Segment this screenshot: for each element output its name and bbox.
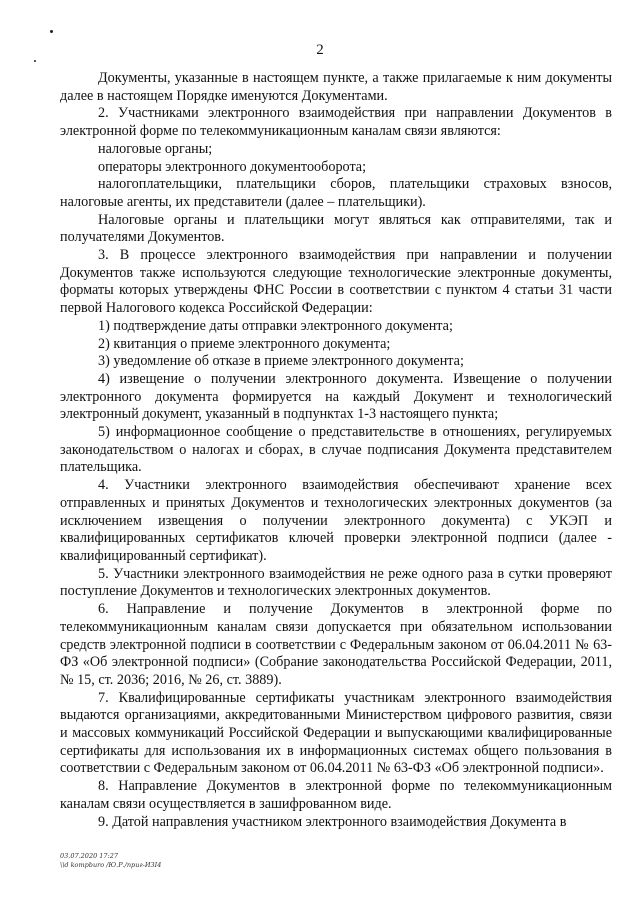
document-footer	[60, 852, 161, 870]
paragraph: 3) уведомление об отказе в приеме электронного документа;	[98, 353, 464, 370]
document-body	[60, 70, 612, 831]
paragraph: налоговые органы;	[98, 140, 213, 157]
paragraph: 8. Направление Документов в электронной форме по телекоммуникационным каналам связи осуществляется в зашифрованном виде.	[60, 778, 612, 812]
page-number: 2	[316, 42, 324, 58]
footer-file-path: \\d kompburo /Ю.Р./приг-И3І4	[60, 861, 162, 869]
paragraph: 6. Направление и получение Документов в электронной форме по телекоммуникационным каналам связи допускается при обязательном использовании средств электронной подписи в соответствии с Федеральным законом от 06.04.2011 № 63-ФЗ «Об электронной подписи» (Собрание законодательства Российской Федерации, 2011, № 15, ст. 2036; 2016, № 26, ст. 3889).	[60, 601, 612, 688]
footer-timestamp: 03.07.2020 17:27	[60, 852, 119, 860]
paragraph: 5) информационное сообщение о представительстве в отношениях, регулируемых законодательством о налогах и сборах, в случае подписания Документа представителем плательщика.	[60, 424, 612, 476]
scan-speck	[50, 30, 53, 33]
paragraph: 1) подтверждение даты отправки электронного документа;	[98, 317, 453, 334]
paragraph: 2. Участниками электронного взаимодействия при направлении Документов в электронной форме по телекоммуникационным каналам связи являются:	[60, 105, 612, 140]
paragraph: операторы электронного документооборота;	[98, 158, 367, 175]
paragraph: 9. Датой направления участником электронного взаимодействия Документа в	[98, 813, 567, 830]
paragraph: 4) извещение о получении электронного документа. Извещение о получении электронного документа формируется на каждый Документ и технологический электронный документ, указанный в подпунктах 1-3 настоящего пункта;	[60, 370, 612, 423]
scan-speck	[34, 60, 36, 62]
paragraph: 5. Участники электронного взаимодействия не реже одного раза в сутки проверяют поступление Документов и технологических электронных документов.	[60, 565, 612, 600]
paragraph: Налоговые органы и плательщики могут являться как отправителями, так и получателями Документов.	[60, 211, 612, 246]
paragraph: 7. Квалифицированные сертификаты участникам электронного взаимодействия выдаются организациями, аккредитованными Министерством цифрового развития, связи и массовых коммуникаций Российской Федерации и выпускающими квалифицированные сертификаты для использования их в информационных системах общего пользования в соответствии с Федеральным законом от 06.04.2011 № 63-ФЗ «Об электронной подписи».	[60, 689, 612, 777]
paragraph: 4. Участники электронного взаимодействия обеспечивают хранение всех отправленных и принятых Документов и технологических электронных документов (за исключением извещения о получении электронного документа) с УКЭП и квалифицированных сертификатов ключей проверки электронной подписи (далее - квалифицированный сертификат).	[60, 477, 612, 564]
paragraph: 3. В процессе электронного взаимодействия при направлении и получении Документов также используются следующие технологические электронные документы, форматы которых утверждены ФНС России в соответствии с пунктом 4 статьи 31 части первой Налогового кодекса Российской Федерации:	[60, 247, 612, 317]
paragraph: 2) квитанция о приеме электронного документа;	[98, 335, 391, 352]
paragraph: Документы, указанные в настоящем пункте, а также прилагаемые к ним документы далее в настоящем Порядке именуются Документами.	[60, 70, 612, 104]
paragraph: налогоплательщики, плательщики сборов, плательщики страховых взносов, налоговые агенты, их представители (далее – плательщики).	[60, 176, 612, 210]
